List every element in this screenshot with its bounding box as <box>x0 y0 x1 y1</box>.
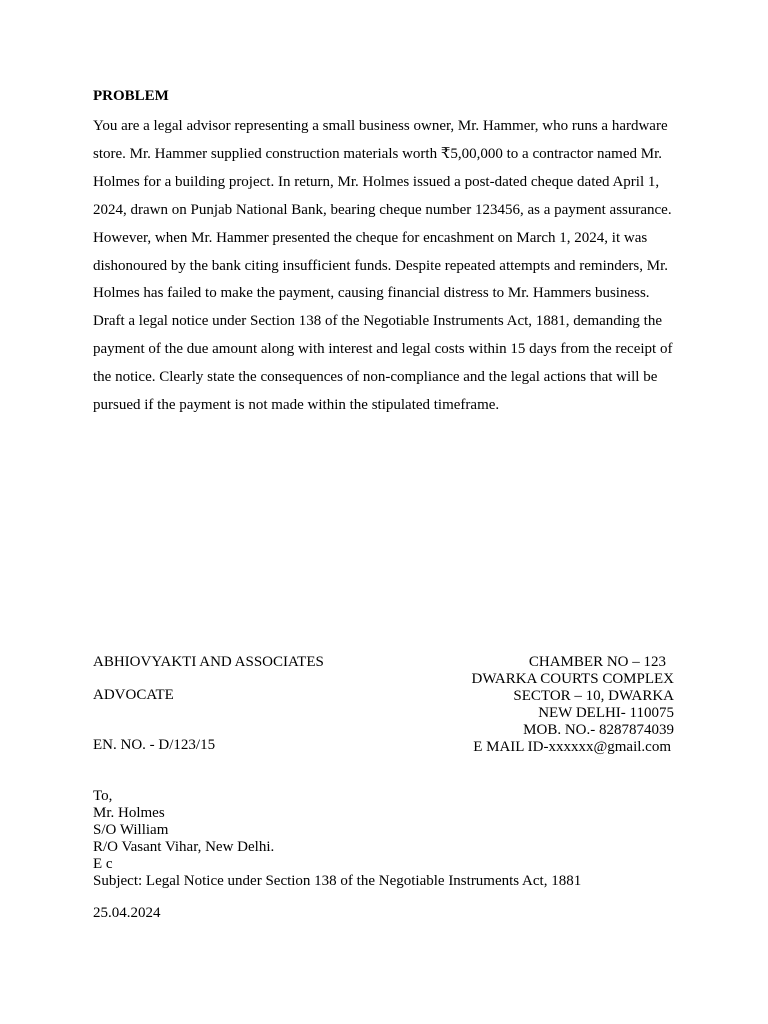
problem-paragraph-2: However, when Mr. Hammer presented the cheque for encashment on March 1, 2024, it was dishonoured by the bank citing insufficient funds. Despite repeated attempts and reminders, Mr. Holmes has failed to make the payment, causing financial distress to Mr. Hammers business. <box>93 229 669 302</box>
recipient-relation: S/O William <box>93 822 169 838</box>
recipient-name: Mr. Holmes <box>93 805 165 821</box>
recipient-extra: E c <box>93 856 113 872</box>
chamber-line: CHAMBER NO – 123 <box>528 654 666 670</box>
letterhead-address <box>472 654 674 756</box>
subject-line: Subject: Legal Notice under Section 138 of the Negotiable Instruments Act, 1881 <box>93 873 582 889</box>
notice-date: 25.04.2024 <box>93 905 161 921</box>
firm-name: ABHIOVYAKTI AND ASSOCIATES <box>93 654 324 670</box>
problem-paragraph-1: You are a legal advisor representing a small business owner, Mr. Hammer, who runs a hardware store. Mr. Hammer supplied construction materials worth ₹5,00,000 to a contractor named Mr. Holmes for a building project. In return, Mr. Holmes issued a post-dated cheque dated April 1, 2024, drawn on Punjab National Bank, bearing cheque number 123456, as a payment assurance. <box>93 118 672 218</box>
designation: ADVOCATE <box>93 687 174 703</box>
problem-heading: PROBLEM <box>93 88 169 104</box>
email-line: E MAIL ID-xxxxxx@gmail.com <box>473 739 671 755</box>
recipient-residence: R/O Vasant Vihar, New Delhi. <box>93 839 275 855</box>
problem-paragraph-3: Draft a legal notice under Section 138 of the Negotiable Instruments Act, 1881, demanding the payment of the due amount along with interest and legal costs within 15 days from the receipt of the notice. Clearly state the consequences of non-compliance and the legal actions that will be pursued if the payment is not made within the stipulated timeframe. <box>93 313 673 414</box>
city-line: NEW DELHI- 110075 <box>538 705 674 721</box>
sector-line: SECTOR – 10, DWARKA <box>513 688 674 704</box>
enrollment-number: EN. NO. - D/123/15 <box>93 737 216 753</box>
mobile-line: MOB. NO.- 8287874039 <box>523 722 674 738</box>
salutation: To, <box>93 788 113 804</box>
recipient-block <box>93 788 581 890</box>
problem-body <box>93 113 683 420</box>
courts-complex-line: DWARKA COURTS COMPLEX <box>471 671 674 687</box>
